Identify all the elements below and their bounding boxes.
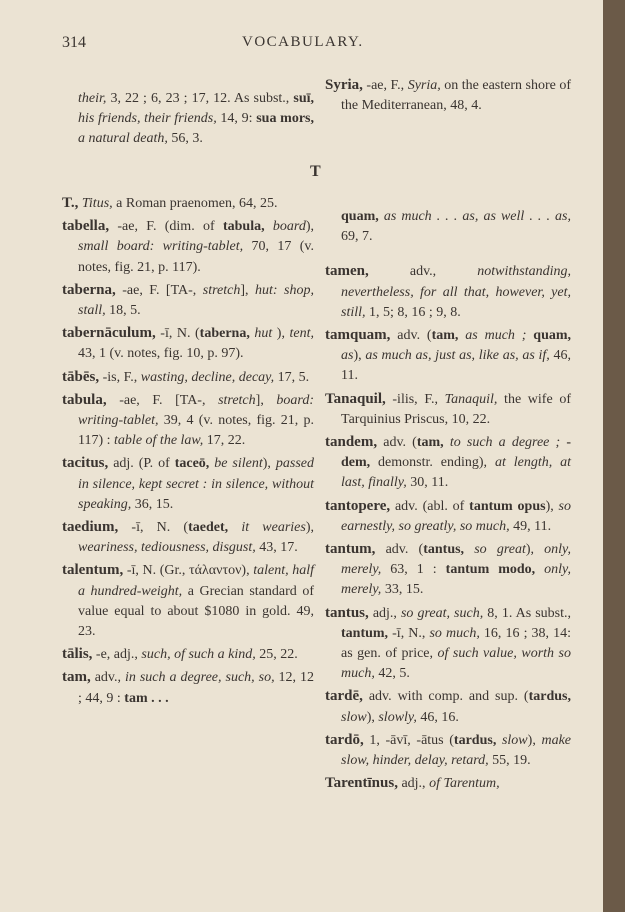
latin-form: taceō, xyxy=(174,456,210,472)
entry-text: -ī, N., xyxy=(388,625,430,641)
gloss: at length, at last, finally, xyxy=(341,455,571,491)
entry-text: adv., xyxy=(368,264,478,280)
dictionary-entry xyxy=(325,686,571,727)
gloss: so earnestly, so greatly, so much, xyxy=(341,498,571,534)
entry-text: a Roman praenomen, 64, 25. xyxy=(112,196,278,211)
gloss: as much . . . as, as well . . . as, xyxy=(383,209,572,224)
entry-text: 49, 11. xyxy=(509,518,552,534)
gloss: it wearies xyxy=(241,520,306,536)
gloss: be silent xyxy=(214,456,263,472)
gloss: passed in silence, kept secret : in silence, without speaking, xyxy=(78,456,315,512)
entry-text: ), xyxy=(272,326,290,342)
headword: tabernāculum, xyxy=(62,325,156,342)
latin-form: tantum, xyxy=(341,625,389,641)
entry-text: -ī, N. ( xyxy=(118,520,189,536)
entry-text: a Grecian standard of value equal to about $1080 in gold. 49, 23. xyxy=(78,583,314,640)
entry-text: ], xyxy=(240,282,256,298)
entry-text: 30, 11. xyxy=(406,475,449,491)
gloss: stretch xyxy=(202,282,241,298)
gloss: tent, xyxy=(289,326,314,342)
entry-text: 33, 15. xyxy=(381,582,424,598)
dictionary-entry xyxy=(325,325,571,387)
latin-form: sua mors, xyxy=(256,111,315,127)
dictionary-entry xyxy=(325,496,571,537)
entry-text: -ī, N. (Gr., τάλαντον), xyxy=(123,563,254,579)
entry-text: adj. (P. of xyxy=(108,456,175,472)
entry-text: 18, 5. xyxy=(105,303,141,319)
entry-text: -is, F., xyxy=(99,369,141,385)
headword: tantopere, xyxy=(325,497,391,514)
headword: tālis, xyxy=(62,646,93,663)
dictionary-entry xyxy=(325,432,571,494)
dictionary-entry xyxy=(325,603,571,685)
latin-form: tardus, xyxy=(528,689,571,705)
entry-syria xyxy=(325,75,571,116)
dictionary-entry xyxy=(62,323,314,364)
entry-text: 43, 17. xyxy=(255,540,298,556)
headword: tacitus, xyxy=(62,455,109,472)
entry-text: -ae, F. (dim. of xyxy=(109,219,223,235)
gloss: as much as, just as, like as, as if, xyxy=(365,348,550,364)
entry-text: ), xyxy=(353,348,366,364)
gloss: as xyxy=(341,348,354,364)
latin-form: tantus, xyxy=(423,542,465,558)
entry-text: 12, 12 ; 44, 9 : xyxy=(78,670,315,706)
entry-text: 46, 16. xyxy=(416,709,459,725)
dictionary-entry xyxy=(62,193,314,214)
entry-text: 42, 5. xyxy=(374,666,410,682)
latin-form: suī, xyxy=(293,91,314,106)
gloss: Tanaquil, xyxy=(444,391,498,407)
entry-text: adv., xyxy=(90,670,125,686)
headword: Syria, xyxy=(325,77,363,93)
gloss: in such a degree, such, so, xyxy=(125,670,275,686)
entry-text: ), xyxy=(305,219,315,235)
gloss: board xyxy=(272,219,306,235)
section-letter: T xyxy=(310,163,321,180)
latin-form: quam, xyxy=(341,209,379,224)
gloss: hut xyxy=(254,326,273,342)
gloss: so great xyxy=(474,542,526,558)
gloss: Syria, xyxy=(407,78,441,93)
entry-text: 1, 5; 8, 16 ; 9, 8. xyxy=(365,304,461,320)
dictionary-entry xyxy=(325,539,571,601)
latin-form: tam, xyxy=(416,435,444,451)
entry-text xyxy=(535,562,544,577)
headword: talentum, xyxy=(62,562,124,579)
gloss: their, xyxy=(78,91,107,106)
headword: tantum, xyxy=(325,541,376,558)
entry-text: 36, 15. xyxy=(131,496,174,512)
dictionary-entry xyxy=(325,730,571,771)
entry-text: ), xyxy=(366,709,379,725)
dictionary-entry xyxy=(62,280,314,321)
top-right-entry xyxy=(325,75,571,118)
entry-text: 55, 19. xyxy=(488,753,531,769)
gloss: weariness, tediousness, disgust, xyxy=(78,540,256,556)
headword: tandem, xyxy=(325,434,378,451)
entry-text: on the eastern shore of the Mediterranean, 48, 4. xyxy=(341,78,571,114)
dictionary-entry xyxy=(62,367,314,388)
entry-text: 25, 22. xyxy=(255,647,298,663)
left-column xyxy=(62,193,314,711)
entry-text: 3, 22 ; 6, 23 ; 17, 12. As subst., xyxy=(106,91,294,106)
latin-form: tantum modo, xyxy=(445,562,536,578)
gloss: slow xyxy=(341,709,367,725)
latin-form: taedet, xyxy=(188,520,229,536)
headword: Tarentīnus, xyxy=(325,775,398,792)
headword: tardō, xyxy=(325,731,364,748)
gloss: hut: shop, stall, xyxy=(78,282,314,319)
latin-form: tantum opus xyxy=(469,498,546,514)
entry-text: adv. ( xyxy=(390,328,432,344)
entry-text: adj., xyxy=(368,605,401,621)
gloss: slow xyxy=(501,732,528,748)
gloss: notwithstanding, nevertheless, for all that, however, yet, still, xyxy=(341,264,571,320)
gloss: stretch xyxy=(218,392,256,408)
dictionary-entry xyxy=(325,389,571,430)
headword: Tanaquil, xyxy=(325,390,386,407)
entry-text: demonstr. ending), xyxy=(370,455,495,471)
latin-form: -dem, xyxy=(341,435,572,471)
latin-form: quam, xyxy=(533,328,572,344)
gloss: board: writing-tablet, xyxy=(78,392,314,429)
headword: T., xyxy=(62,195,79,211)
top-left-continuation xyxy=(62,75,314,164)
dictionary-entry xyxy=(62,216,314,278)
headword: tabula, xyxy=(62,391,107,408)
gloss: only, merely, xyxy=(341,542,572,578)
entry-text: 70, 17 (v. notes, fig. 21, p. 117). xyxy=(78,239,314,275)
entry-text: 39, 4 (v. notes, fig. 21, p. 117) : xyxy=(78,413,314,449)
headword: taedium, xyxy=(62,519,119,536)
headword: tabella, xyxy=(62,218,110,235)
entry-text: adv. ( xyxy=(377,435,417,451)
gloss: such, of such a kind, xyxy=(141,647,256,663)
gloss: of such value, worth so much, xyxy=(341,646,571,682)
entry-text xyxy=(228,520,241,535)
entry-text: -e, adj., xyxy=(92,647,142,663)
page-header xyxy=(62,34,583,52)
headword: tamen, xyxy=(325,263,369,280)
dictionary-entry xyxy=(62,517,314,558)
entry-text: -ae, F. [TA-, xyxy=(106,392,219,408)
headword: taberna, xyxy=(62,281,116,298)
entry-text: 46, 11. xyxy=(341,348,572,384)
entry-text: 16, 16 ; 38, 14: as gen. of price, xyxy=(341,625,571,662)
entry-text: adj., xyxy=(397,776,430,792)
dictionary-entry xyxy=(62,390,314,452)
entry-text: adv. with comp. and sup. ( xyxy=(362,689,529,705)
headword: tābēs, xyxy=(62,368,100,385)
gloss: to such a degree ; xyxy=(449,435,561,451)
latin-form: taberna, xyxy=(199,326,250,342)
entry-text: 56, 3. xyxy=(167,131,203,147)
entry-text: adv. ( xyxy=(375,542,424,558)
gloss: a natural death, xyxy=(78,131,168,147)
entry-text: 43, 1 (v. notes, fig. 10, p. 97). xyxy=(78,346,244,362)
entry-text: 8, 1. As subst., xyxy=(483,605,571,621)
running-title: VOCABULARY. xyxy=(242,34,364,50)
entry-text: adv. (abl. of xyxy=(390,498,470,514)
gloss: his friends, their friends, xyxy=(78,111,217,127)
dictionary-entry xyxy=(62,453,314,515)
continued-entry xyxy=(62,89,314,150)
entry-text: 17, 5. xyxy=(274,369,310,385)
headword: tamquam, xyxy=(325,327,391,344)
gloss: table of the law, xyxy=(114,433,204,449)
page-number: 314 xyxy=(62,34,86,51)
entry-text: -ilis, F., xyxy=(385,391,445,407)
entry-text: the wife of Tarquinius Priscus, 10, 22. xyxy=(341,391,571,427)
entry-text: -ae, F. [TA-, xyxy=(115,282,203,298)
gloss: so great, such, xyxy=(400,605,484,621)
entry-text: ), xyxy=(262,456,276,472)
continued-entry-tam xyxy=(325,207,571,247)
latin-form: tam, xyxy=(431,328,459,344)
gloss: Titus, xyxy=(81,196,113,211)
dictionary-entry xyxy=(325,773,571,794)
gloss: slowly, xyxy=(378,709,417,725)
dictionary-entry xyxy=(62,667,314,708)
latin-form: tabula, xyxy=(222,219,265,235)
entry-text: 1, -āvī, -ātus ( xyxy=(363,732,454,748)
entry-text: -ī, N. ( xyxy=(155,326,200,342)
headword: tam, xyxy=(62,669,91,686)
gloss: of Tarentum, xyxy=(429,776,500,792)
headword: tardē, xyxy=(325,688,363,705)
entry-text: 14, 9: xyxy=(216,111,257,127)
entry-text: ), xyxy=(545,498,559,514)
gloss: so much, xyxy=(429,625,480,641)
gloss: talent, half a hundred-weight, xyxy=(78,563,315,599)
dictionary-entry xyxy=(62,560,314,642)
dictionary-entry xyxy=(62,644,314,665)
latin-form: tam . . . xyxy=(124,690,169,706)
entry-text: -ae, F., xyxy=(362,78,408,93)
entry-text xyxy=(464,542,474,557)
dictionary-entry xyxy=(325,261,571,323)
entry-text: ), xyxy=(527,732,542,748)
entry-text: ), xyxy=(305,520,314,536)
gloss: small board: writing-tablet, xyxy=(78,239,244,255)
entry-text: ], xyxy=(255,392,277,408)
entry-text xyxy=(265,219,273,234)
latin-form: tardus, xyxy=(453,732,497,748)
gloss: wasting, decline, decay, xyxy=(140,369,275,385)
right-column xyxy=(325,193,571,796)
entry-text: 63, 1 : xyxy=(381,562,446,578)
entry-text: 69, 7. xyxy=(341,229,373,245)
entry-text: ), xyxy=(525,542,545,558)
headword: tantus, xyxy=(325,604,369,621)
gloss: as much ; xyxy=(465,328,527,344)
entry-text: 17, 22. xyxy=(203,433,246,449)
gloss: make slow, hinder, delay, retard, xyxy=(341,732,571,769)
right-entries xyxy=(325,261,571,794)
gloss: only, merely, xyxy=(341,562,572,598)
